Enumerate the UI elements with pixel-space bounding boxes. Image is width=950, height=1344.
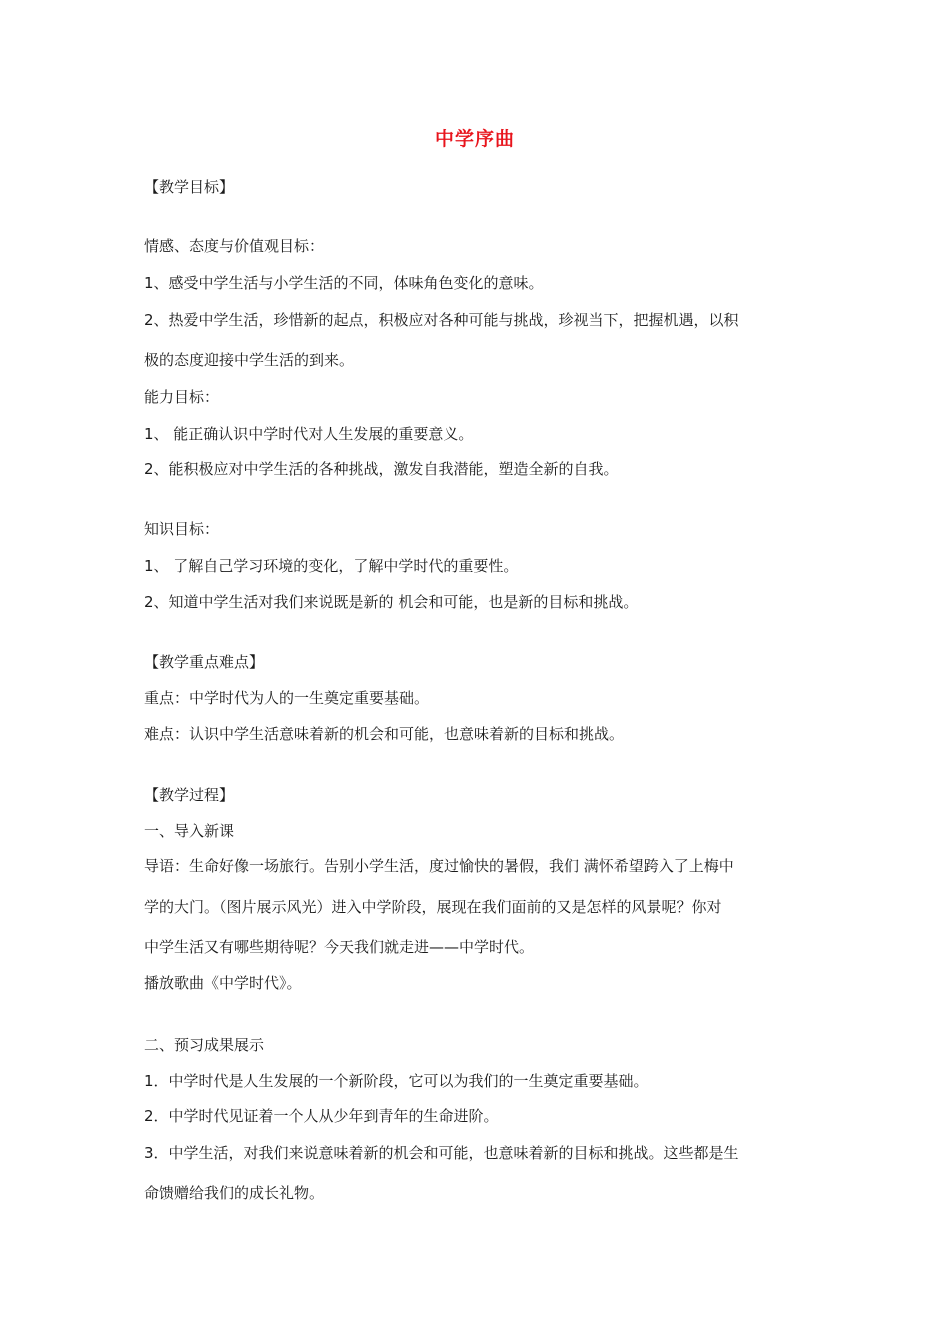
paragraph-line: 3．中学生活，对我们来说意味着新的机会和可能，也意味着新的目标和挑战。这些都是生 <box>144 1144 739 1162</box>
paragraph-line: 学的大门。（图片展示风光）进入中学阶段，展现在我们面前的又是怎样的风景呢？你对 <box>144 898 722 916</box>
paragraph-line: 重点：中学时代为人的一生奠定重要基础。 <box>144 689 430 707</box>
subheading-emotion-goals: 情感、态度与价值观目标： <box>144 237 325 255</box>
paragraph-line: 2、热爱中学生活，珍惜新的起点，积极应对各种可能与挑战，珍视当下，把握机遇，以积 <box>144 311 739 329</box>
paragraph-line: 1、 了解自己学习环境的变化，了解中学时代的重要性。 <box>144 557 519 575</box>
paragraph-line: 导语：生命好像一场旅行。告别小学生活，度过愉快的暑假，我们 满怀希望跨入了上梅中 <box>144 857 734 875</box>
paragraph-line: 中学生活又有哪些期待呢？今天我们就走进——中学时代。 <box>144 938 535 956</box>
section-heading-teaching-goals: 【教学目标】 <box>144 178 235 196</box>
section-heading-key-points: 【教学重点难点】 <box>144 653 265 671</box>
paragraph-line: 播放歌曲《中学时代》。 <box>144 974 302 992</box>
paragraph-line: 2．中学时代见证着一个人从少年到青年的生命进阶。 <box>144 1107 499 1125</box>
subheading-intro: 一、导入新课 <box>144 822 235 840</box>
paragraph-line: 2、知道中学生活对我们来说既是新的 机会和可能，也是新的目标和挑战。 <box>144 593 639 611</box>
paragraph-line: 1、 能正确认识中学时代对人生发展的重要意义。 <box>144 425 474 443</box>
subheading-preview-results: 二、预习成果展示 <box>144 1036 265 1054</box>
subheading-ability-goals: 能力目标： <box>144 388 220 406</box>
paragraph-line: 难点：认识中学生活意味着新的机会和可能，也意味着新的目标和挑战。 <box>144 725 625 743</box>
paragraph-line: 1．中学时代是人生发展的一个新阶段，它可以为我们的一生奠定重要基础。 <box>144 1072 649 1090</box>
paragraph-line: 1、感受中学生活与小学生活的不同，体味角色变化的意味。 <box>144 274 544 292</box>
paragraph-line: 极的态度迎接中学生活的到来。 <box>144 351 355 369</box>
paragraph-line: 命馈赠给我们的成长礼物。 <box>144 1184 325 1202</box>
subheading-knowledge-goals: 知识目标： <box>144 520 220 538</box>
document-title: 中学序曲 <box>434 128 515 150</box>
paragraph-line: 2、能积极应对中学生活的各种挑战，激发自我潜能，塑造全新的自我。 <box>144 460 619 478</box>
section-heading-teaching-process: 【教学过程】 <box>144 786 235 804</box>
